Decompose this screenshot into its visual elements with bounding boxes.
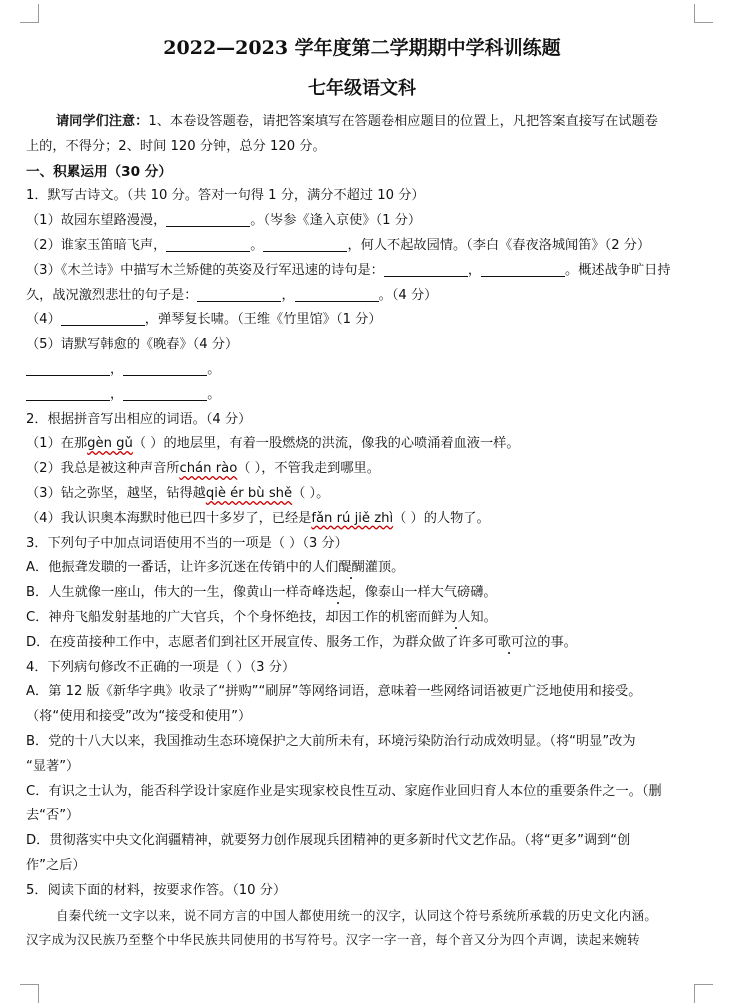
- q1-item-1-blank[interactable]: [166, 212, 250, 227]
- q3-option-d-rest: 的事。: [537, 634, 577, 650]
- corner-mark-bottom-left: [20, 984, 39, 1003]
- q3-option-a-rest: 灌顶。: [364, 560, 405, 576]
- q1-item-3: [26, 259, 698, 284]
- q1-item-2-source: ，何人不起故园情。（李白《春夜洛城闻笛》（2 分）: [347, 237, 651, 253]
- corner-mark-top-left: [20, 4, 39, 23]
- q2-item-2-text: （2）我总是被这种声音所: [26, 461, 180, 477]
- q1-item-5-blank-2[interactable]: [123, 361, 207, 376]
- exam-subtitle: 七年级语文科: [308, 78, 416, 99]
- q2-item-4-text: （4）我认识奥本海默时他已四十多岁了，已经是: [26, 510, 312, 526]
- notice-text-1: 1、本卷设答题卷，请把答案填写在答题卷相应题目的位置上，凡把答案直接写在试题卷: [148, 114, 658, 129]
- exam-page: [26, 34, 698, 953]
- notice-label: 请同学们注意：: [56, 114, 149, 129]
- q1-stem: 1．默写古诗文。（共 10 分。答对一句得 1 分，满分不超过 10 分）: [26, 188, 425, 204]
- q5-passage-line-2: 汉字成为汉民族乃至整个中华民族共同使用的书写符号。汉字一字一音，每个音又分为四个声调，读起来婉转: [26, 932, 640, 948]
- corner-mark-bottom-right: [694, 984, 713, 1003]
- q2-item-1: [26, 432, 698, 457]
- q3-option-d-dotted: 可歌可泣: [484, 634, 538, 650]
- notice-line-2: 上的，不得分；2、时间 120 分钟，总分 120 分。: [26, 138, 326, 154]
- q4-option-a-line-2: （将“使用和接受”改为“接受和使用”）: [26, 709, 252, 725]
- q4-option-a-line-1: A．第 12 版《新华字典》收录了“拼购”“刷屏”等网络词语，意味着一些网络词语被更广泛地使用和接受。: [26, 684, 642, 700]
- q1-item-2-text: （2）谁家玉笛暗飞声，: [26, 237, 167, 253]
- q1-item-5-period-2: 。: [207, 386, 221, 402]
- section-heading: 一、积累运用（30 分）: [26, 163, 172, 180]
- q1-item-3-comma: ，: [467, 262, 482, 278]
- q2-item-3-pinyin: qiè ér bù shě: [205, 485, 293, 501]
- q3-option-a-text: A．他振聋发聩的一番话，让许多沉迷在传销中的人们: [26, 560, 339, 576]
- q2-item-3-rest: （ ）。: [292, 485, 330, 501]
- q3-option-d: [26, 631, 698, 656]
- q3-option-a-dotted: 醍醐: [338, 560, 365, 576]
- q4-option-c-line-2: 去“否”）: [26, 808, 80, 824]
- q1-item-1-source: 。（岑参《逢入京使》（1 分）: [250, 213, 422, 229]
- notice-line-1: [26, 110, 698, 135]
- q1-item-5-blank-4[interactable]: [123, 386, 207, 401]
- q1-item-1-text: （1）故园东望路漫漫，: [26, 213, 167, 229]
- q1-item-2: [26, 234, 698, 259]
- q1-item-2-blank-1[interactable]: [166, 237, 250, 252]
- q1-item-5-line-1: [26, 358, 698, 383]
- q5-stem: 5．阅读下面的材料，按要求作答。（10 分）: [26, 882, 287, 898]
- q4-stem: 4．下列病句修改不正确的一项是（ ）（3 分）: [26, 659, 296, 675]
- q4-option-b-line-2: “显著”）: [26, 758, 80, 774]
- q3-option-a: [26, 556, 698, 581]
- q1-item-5-comma-2: ，: [110, 386, 124, 402]
- q1-item-3-blank-2[interactable]: [481, 262, 565, 277]
- q2-item-2-pinyin: chán rào: [179, 461, 238, 477]
- q2-item-4: [26, 507, 698, 532]
- q3-option-c-text: C．神舟飞船发射基地的广大官兵，个个身怀绝技，却因工作的机密而: [26, 609, 431, 625]
- q3-option-b: [26, 581, 698, 606]
- q3-option-b-dotted: 迭起: [325, 585, 352, 601]
- q2-item-1-text: （1）在那: [26, 436, 88, 452]
- q1-item-5-line-2: [26, 383, 698, 408]
- q2-stem: 2．根据拼音写出相应的词语。（4 分）: [26, 411, 252, 427]
- q3-option-d-text: D．在疫苗接种工作中，志愿者们到社区开展宣传、服务工作，为群众做了许多: [26, 634, 485, 650]
- q1-item-3-blank-3[interactable]: [197, 287, 281, 302]
- q1-item-4-source: ，弹琴复长啸。（王维《竹里馆》（1 分）: [144, 312, 382, 328]
- q1-item-3-text: （3）《木兰诗》中描写木兰矫健的英姿及行军迅速的诗句是：: [26, 262, 384, 278]
- q1-item-5-blank-1[interactable]: [26, 361, 110, 376]
- q3-option-c: [26, 606, 698, 631]
- q3-stem: 3．下列句子中加点词语使用不当的一项是（ ）（3 分）: [26, 535, 348, 551]
- exam-title: 2022—2023 学年度第二学期期中学科训练题: [163, 37, 561, 59]
- q5-passage-line-1: 自秦代统一文字以来，说不同方言的中国人都使用统一的汉字，认同这个符号系统所承载的历史文化内涵。: [56, 907, 658, 923]
- q2-item-1-rest: （ ）的地层里，有着一股燃烧的洪流，像我的心喷涌着血液一样。: [132, 436, 520, 452]
- q3-option-c-rest: 。: [483, 609, 497, 625]
- q2-item-1-pinyin: gèn gǔ: [87, 436, 133, 452]
- q1-item-5: （5）请默写韩愈的《晚春》（4 分）: [26, 337, 239, 353]
- q1-item-3-text-2: 。概述战争旷日持: [565, 262, 671, 278]
- q1-item-4-blank[interactable]: [61, 311, 145, 326]
- q1-item-3-cont: [26, 284, 698, 309]
- q3-option-c-dotted: 鲜为人知: [430, 609, 484, 625]
- q1-item-4: [26, 308, 698, 333]
- q1-item-1: [26, 209, 698, 234]
- q2-item-3: [26, 482, 698, 507]
- q3-option-b-rest: ，像泰山一样大气磅礴。: [351, 585, 497, 601]
- q4-option-d-line-1: D．贯彻落实中央文化润疆精神，就要努力创作展现兵团精神的更多新时代文艺作品。（将“更多”调到“创: [26, 833, 631, 849]
- q4-option-b-line-1: B．党的十八大以来，我国推动生态环境保护之大前所未有，环境污染防治行动成效明显。（将“明显”改为: [26, 733, 636, 749]
- q1-item-2-blank-2[interactable]: [263, 237, 347, 252]
- q1-item-3-comma-2: ，: [281, 287, 295, 303]
- q1-item-3-score: 。（4 分）: [378, 287, 438, 303]
- q1-item-3-text-3: 久，战况激烈悲壮的句子是：: [26, 287, 198, 303]
- q1-item-3-blank-4[interactable]: [295, 287, 379, 302]
- q1-item-5-comma-1: ，: [110, 361, 124, 377]
- q1-item-4-text: （4）: [26, 312, 61, 328]
- q4-option-d-line-2: 作”之后）: [26, 857, 86, 873]
- q1-item-2-period: 。: [250, 237, 264, 253]
- q2-item-3-text: （3）钻之弥坚，越坚，钻得越: [26, 485, 206, 501]
- q3-option-b-text: B．人生就像一座山，伟大的一生，像黄山一样奇峰: [26, 585, 326, 601]
- q2-item-2: [26, 457, 698, 482]
- q2-item-4-rest: （ ）的人物了。: [393, 510, 490, 526]
- q1-item-5-period-1: 。: [207, 361, 221, 377]
- corner-mark-top-right: [694, 4, 713, 23]
- q2-item-4-pinyin: fǎn rú jiě zhì: [311, 510, 394, 526]
- q1-item-3-blank-1[interactable]: [384, 262, 468, 277]
- q4-option-c-line-1: C．有识之士认为，能否科学设计家庭作业是实现家校良性互动、家庭作业回归育人本位的重要条件之一。（删: [26, 783, 662, 799]
- q1-item-5-blank-3[interactable]: [26, 386, 110, 401]
- q2-item-2-rest: （ ），不管我走到哪里。: [237, 461, 380, 477]
